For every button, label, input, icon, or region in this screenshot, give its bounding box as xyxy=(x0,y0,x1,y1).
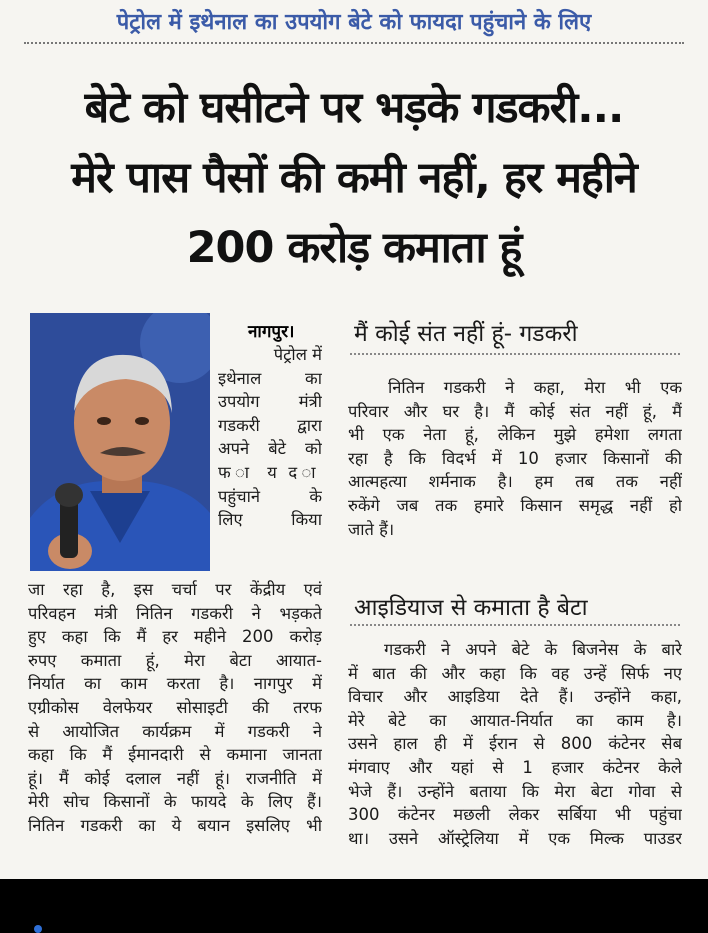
portrait-icon xyxy=(30,313,210,571)
right-article-2 xyxy=(348,638,682,850)
article-line: पेट्रोल में xyxy=(273,345,322,364)
right-article-1 xyxy=(348,376,682,541)
article-line: नितिन गडकरी का ये बयान इसलिए भी xyxy=(28,815,322,835)
article-line: गडकरी द्वारा xyxy=(218,415,322,435)
left-article-wide xyxy=(28,578,322,838)
article-line: से आयोजित कार्यक्रम में गडकरी ने xyxy=(28,721,322,741)
subhead-son-earns-from-ideas: आइडियाज से कमाता है बेटा xyxy=(354,595,588,621)
headline-line-1: बेटे को घसीटने पर भड़के गडकरी... xyxy=(84,83,624,133)
article-line: मंगवाए और यहां से 1 हजार कंटेनर केले xyxy=(348,757,682,777)
headline-line-3: 200 करोड़ कमाता हूं xyxy=(186,223,522,273)
article-line: विचार और आइडिया देते हैं। उन्होंने कहा, xyxy=(348,687,682,707)
article-line: मेरे बेटे का आयात-निर्यात का काम है। xyxy=(348,710,682,730)
indicator-dot-icon xyxy=(34,925,42,933)
article-line: उसने हाल ही में ईरान से 800 कंटेनर सेब xyxy=(348,734,682,754)
article-line: लिए किया xyxy=(218,510,322,530)
divider xyxy=(24,42,684,44)
article-line: भी एक नेता हूं, लेकिन मुझे हमेशा लगता xyxy=(348,425,682,445)
article-line: नितिन गडकरी ने कहा, मेरा भी एक xyxy=(388,378,682,397)
article-line: परिवार और घर है। मैं कोई संत नहीं हूं, मैं xyxy=(348,401,682,421)
article-line: इथेनाल का xyxy=(218,368,322,388)
article-line: एग्रीकोस वेलफेयर सोसाइटी की तरफ xyxy=(28,697,322,717)
bottom-bar xyxy=(0,879,708,930)
article-line: उपयोग मंत्री xyxy=(218,392,322,412)
article-line: फ ा य द ा xyxy=(218,462,322,482)
article-line: था। उसने ऑस्ट्रेलिया में एक मिल्क पाउडर xyxy=(348,828,682,848)
article-line: 300 कंटेनर मछली लेकर सर्बिया भी पहुंचा xyxy=(348,805,682,825)
left-article-narrow xyxy=(218,343,322,532)
article-line: में बात की और कहा कि वह उन्हें सिर्फ नए xyxy=(348,663,682,683)
article-line: निर्यात का काम करता है। नागपुर में xyxy=(28,674,322,694)
kicker-line: पेट्रोल में इथेनाल का उपयोग बेटे को फायदा पहुंचाने के लिए xyxy=(116,10,592,35)
subhead-not-a-saint: मैं कोई संत नहीं हूं- गडकरी xyxy=(354,321,578,347)
divider xyxy=(350,353,680,355)
article-line: आत्महत्या शर्मनाक है। हम तब तक नहीं xyxy=(348,472,682,492)
article-line: पहुंचाने के xyxy=(218,486,322,506)
article-line: रुपए कमाता हूं, मेरा बेटा आयात- xyxy=(28,650,322,670)
article-line: भेजे हैं। उन्होंने बताया कि मेरा बेटा गोवा से xyxy=(348,781,682,801)
article-line: अपने बेटे को xyxy=(218,439,322,459)
article-line: कहा कि मैं ईमानदारी से कमाना जानता xyxy=(28,745,322,765)
article-line: जा रहा है, इस चर्चा पर केंद्रीय एवं xyxy=(28,580,322,599)
article-line: हूं। मैं कोई दलाल नहीं हूं। राजनीति में xyxy=(28,768,322,788)
article-line: मेरी सोच किसानों के फायदे के लिए हैं। xyxy=(28,792,322,812)
article-line: परिवहन मंत्री नितिन गडकरी ने भड़कते xyxy=(28,603,322,623)
article-line: रहा है कि विदर्भ में 10 हजार किसानों की xyxy=(348,448,682,468)
portrait-photo xyxy=(30,313,210,571)
dateline: नागपुर। xyxy=(248,322,295,342)
headline-line-2: मेरे पास पैसों की कमी नहीं, हर महीने xyxy=(71,153,637,203)
article-line: रुकेंगे जब तक हमारे किसान समृद्ध नहीं हो xyxy=(348,495,682,515)
article-line: गडकरी ने अपने बेटे के बिजनेस के बारे xyxy=(384,640,682,659)
article-line: हुए कहा कि मैं हर महीने 200 करोड़ xyxy=(28,627,322,647)
article-line: जाते हैं। xyxy=(348,519,395,539)
divider xyxy=(350,624,680,626)
